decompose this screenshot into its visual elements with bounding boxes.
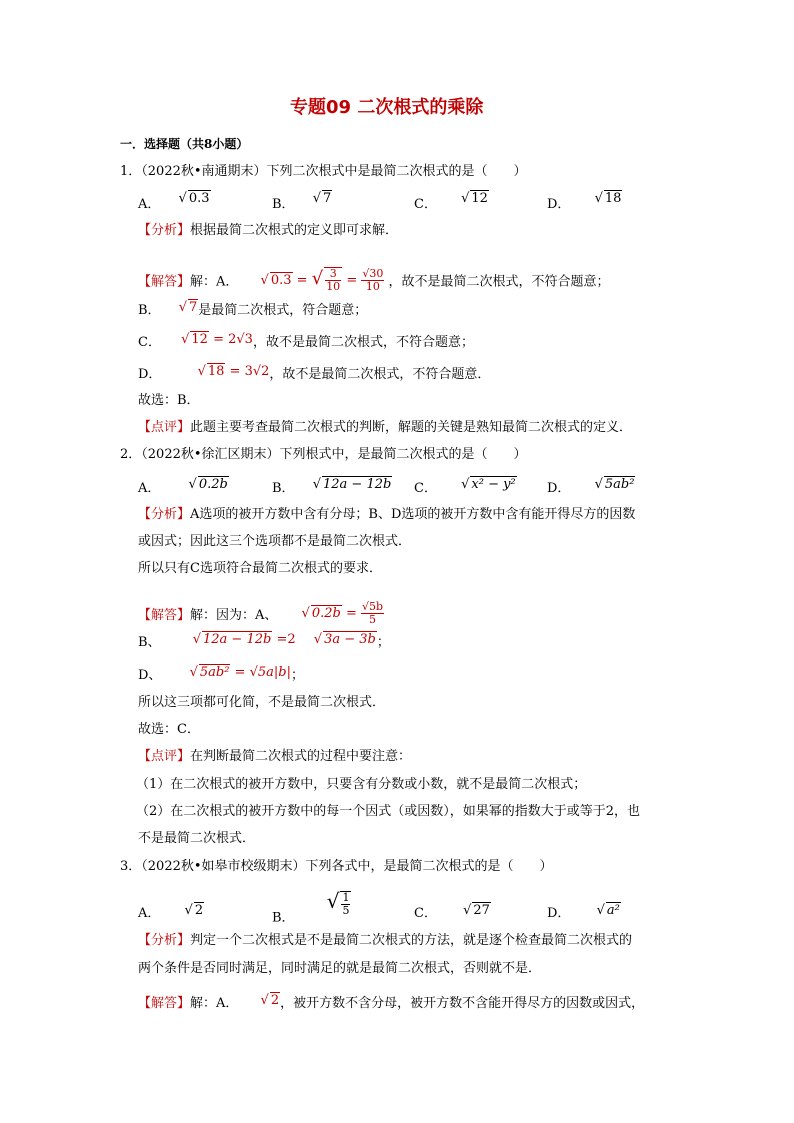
- option-letter: A．: [138, 197, 161, 212]
- q1-option-c: C． √ 12: [414, 191, 488, 212]
- comment-tag: 【点评】: [138, 420, 191, 435]
- option-letter: A．: [138, 906, 161, 921]
- option-letter: C．: [414, 906, 437, 921]
- q2-analysis-1: [138, 507, 635, 523]
- analysis-text: A选项的被开方数中含有分母；B、D选项的被开方数中含有能开得尽方的因数: [190, 507, 636, 522]
- answer-tag: 【解答】: [138, 996, 191, 1011]
- answer-prefix: B、: [138, 635, 161, 650]
- comment-tag: 【点评】: [138, 749, 191, 764]
- answer-d-end: ；: [291, 668, 305, 683]
- q3-analysis-1: [138, 933, 632, 949]
- q2-analysis-2: 或因式；因此这三个选项都不是最简二次根式．: [138, 534, 412, 549]
- radicand: 12: [471, 191, 488, 206]
- option-letter: D．: [547, 197, 571, 212]
- section-heading: 一．选择题（共8小题）: [120, 137, 249, 151]
- answer-tag: 【解答】: [138, 608, 191, 623]
- q3-option-c: C． √ 27: [414, 903, 490, 921]
- q1-answer-a: [138, 266, 610, 295]
- q1-answer-d: [138, 366, 490, 383]
- analysis-tag: 【分析】: [138, 507, 191, 522]
- q2-conclusion: 所以这三项都可化简，不是最简二次根式．: [138, 695, 386, 710]
- radicand: 0.2b: [198, 477, 228, 492]
- q1-comment: [138, 420, 632, 436]
- answer-a-formula: √ 0.2b = $\frac{√5b}{5}$: [301, 600, 384, 626]
- q2-comment: [138, 749, 411, 765]
- q2-answer-d: [138, 667, 304, 684]
- q3-option-b: B． √ $\frac{1}{5}$: [272, 888, 350, 926]
- answer-tag: 【解答】: [138, 274, 191, 290]
- q2-note-2b: 不是最简二次根式．: [138, 831, 256, 846]
- analysis-tag: 【分析】: [138, 223, 191, 238]
- answer-prefix: 解：因为：A、: [190, 608, 278, 623]
- analysis-text: 判定一个二次根式是不是最简二次根式的方法，就是逐个检查最简二次根式的: [190, 933, 633, 948]
- answer-prefix: 解：A．: [190, 274, 239, 290]
- q2-stem: 2．（2022秋•徐汇区期末）下列根式中，是最简二次根式的是（ ）: [120, 447, 527, 462]
- q1-option-d: D． √ 18: [547, 191, 622, 212]
- q3-answer-a: [138, 995, 644, 1012]
- answer-c-text: ，故不是最简二次根式，不符合题意；: [252, 335, 474, 350]
- answer-prefix: 解：A．: [190, 996, 239, 1011]
- radicand: x² − y²: [471, 477, 516, 492]
- q3-stem: 3．（2022秋•如皋市校级期末）下列各式中，是最简二次根式的是（ ）: [120, 859, 553, 874]
- analysis-text: 根据最简二次根式的定义即可求解．: [190, 223, 399, 238]
- q3-analysis-2: 两个条件是否同时满足，同时满足的就是最简二次根式，否则就不是．: [138, 961, 542, 976]
- option-letter: B．: [272, 481, 295, 496]
- analysis-tag: 【分析】: [138, 933, 191, 948]
- q2-option-b: B． √ 12a − 12b: [272, 477, 392, 496]
- q2-answer-b: [138, 634, 390, 651]
- answer-b-formula: √ 12a − 12b =2 √ 3a − 3b: [192, 632, 376, 647]
- radicand: 18: [604, 191, 622, 206]
- page-title: 专题09 二次根式的乘除: [290, 97, 484, 118]
- answer-b-end: ；: [376, 635, 390, 650]
- radicand: 0.3: [188, 191, 210, 206]
- option-letter: D．: [547, 481, 571, 496]
- answer-a-text: ，故不是最简二次根式，不符合题意；: [388, 274, 610, 290]
- answer-d-formula: √ 5ab² = √5a|b|: [189, 665, 292, 680]
- answer-c-formula: √ 12 = 2√3: [181, 332, 253, 347]
- answer-b-text: 是最简二次根式，符合题意；: [198, 303, 368, 318]
- q1-stem: 1．（2022秋•南通期末）下列二次根式中是最简二次根式的是（ ）: [120, 164, 527, 179]
- answer-d-text: ，故不是最简二次根式，不符合题意．: [269, 367, 491, 382]
- q2-answer-a: [138, 600, 384, 628]
- answer-prefix: D、: [138, 668, 162, 683]
- radicand: a²: [606, 903, 620, 918]
- answer-a-formula: √ 0.3 = √ $\frac{3}{10}$ = $\frac{√30}{10}$: [260, 266, 384, 293]
- radicand: 7: [323, 191, 332, 206]
- q1-answer-b: [138, 302, 367, 319]
- option-letter: C．: [414, 481, 437, 496]
- q2-note-2: （2）在二次根式的被开方数中的每一个因式（或因数），如果幂的指数大于或等于2，也: [136, 804, 641, 819]
- q1-option-b: B． √ 7: [272, 191, 332, 212]
- q1-option-a: A． √ 0.3: [138, 191, 210, 212]
- q1-choice: 故选：B．: [138, 393, 200, 408]
- q1-answer-c: [138, 334, 474, 351]
- radicand-den: 5: [342, 904, 350, 917]
- option-letter: B．: [272, 910, 295, 926]
- q1-analysis: [138, 223, 398, 239]
- comment-text: 此题主要考查最简二次根式的判断，解题的关键是熟知最简二次根式的定义．: [190, 420, 633, 435]
- q2-option-c: C． √ x² − y²: [414, 477, 516, 496]
- answer-d-formula: √ 18 = 3√2: [197, 364, 270, 379]
- q2-option-d: D． √ 5ab²: [547, 477, 635, 496]
- answer-prefix: B．: [138, 303, 161, 318]
- answer-b-formula: √ 7: [178, 300, 198, 315]
- radicand-num: 1: [342, 891, 350, 904]
- option-letter: D．: [547, 906, 571, 921]
- answer-prefix: D．: [138, 367, 162, 382]
- q2-option-a: A． √ 0.2b: [138, 477, 228, 496]
- q3-option-a: A． √ 2: [138, 903, 204, 921]
- q3-option-d: D． √ a²: [547, 903, 620, 921]
- option-letter: B．: [272, 197, 295, 212]
- answer-a-formula: √ 2: [260, 993, 280, 1008]
- radicand: 12a − 12b: [323, 477, 392, 492]
- option-letter: C．: [414, 197, 437, 212]
- answer-a-text: ，被开方数不含分母，被开方数不含能开得尽方的因数或因式，: [280, 996, 645, 1011]
- q2-choice: 故选：C．: [138, 722, 200, 737]
- radicand: 2: [194, 903, 204, 918]
- radicand: 27: [473, 903, 490, 918]
- radicand: 5ab²: [604, 477, 635, 492]
- comment-text: 在判断最简二次根式的过程中要注意：: [190, 749, 412, 764]
- option-letter: A．: [138, 481, 161, 496]
- answer-prefix: C．: [138, 335, 161, 350]
- q2-analysis-3: 所以只有C选项符合最简二次根式的要求．: [138, 561, 382, 576]
- q2-note-1: （1）在二次根式的被开方数中，只要含有分数或小数，就不是最简二次根式；: [136, 777, 587, 792]
